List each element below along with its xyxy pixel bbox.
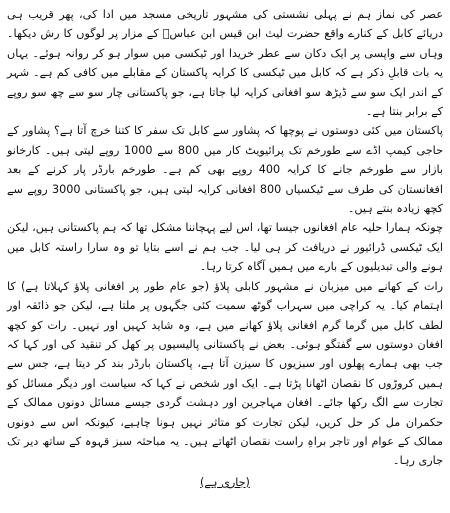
paragraph-dinner-discussion: رات کے کھانے میں میزبان نے مشہور کابلی پلاؤ (جو عام طور پر افغانی پلاؤ کہلاتا ہے) کا اہتمام کیا۔ یہ کراچی میں سہراب گوٹھ سمیت کئی جگہوں پر ملتا ہے، لیکن جو ذائقہ اور لطف کابل میں گرما گرم افغانی پلاؤ کھانے میں ہے، وہ شاید کہیں اور نہیں۔ رات کو کچھ افغان دوستوں سے گفتگو ہوئی۔ بعض نے پاکستانی پالیسیوں پر کھل کر تنقید کی اور کہا کہ جب بھی ہمارے پھلوں اور سبزیوں کا سیزن آتا ہے، پاکستان بارڈر بند کر دیتا ہے، جس سے ہمیں کروڑوں کا نقصان اٹھانا پڑتا ہے۔ ایک اور شخص نے کہا کہ سیاست اور دیگر مسائل کو تجارت سے الگ رکھا جائے۔ افغان مہاجرین اور دہشت گردی جیسے مسائل دونوں ممالک کے حکمران مل کر حل کریں، لیکن تجارت کو متاثر نہیں ہونا چاہیے، کیونکہ اس سے دونوں ممالک کے عوام اور تاجر براہِ راست نقصان اٹھاتے ہیں۔ یہ مباحثہ سبز قہوہ کے ساتھ دیر تک جاری رہا۔ — [7, 279, 443, 468]
paragraph-taxi-driver: چونکہ ہمارا حلیہ عام افغانوں جیسا تھا، اس لیے پہچاننا مشکل تھا کہ ہم پاکستانی ہیں، لیکن ایک ٹیکسی ڈرائیور نے دریافت کر ہی لیا۔ جب ہم نے اسے بتایا تو وہ سارا راستہ کابل میں ہونے والی تبدیلیوں کے بارے میں ہمیں آگاہ کرتا رہا۔ — [7, 221, 443, 274]
continued-label — [7, 473, 443, 492]
continued-text: (جاری ہے) — [200, 475, 250, 489]
paragraph-asr-prayer-kabul: عصر کی نماز ہم نے پہلی نشستی کی مشہور تاریخی مسجد میں ادا کی، پھر قریب ہی دریائے کابل کے کنارے واقع حضرت لیث ابن قیس ابن عباسؓ کے مزار پر لوگوں کا رش دیکھا۔ وہاں سے واپسی پر ایک دکان سے عطر خریدا اور ٹیکسی میں سوار ہو کر روانہ ہوئے۔ یہاں یہ بات قابلِ ذکر ہے کہ کابل میں ٹیکسی کا کرایہ پاکستان کے مقابلے میں کافی کم ہے۔ شہر کے اندر ایک سو سے ڈیڑھ سو افغانی کرایہ لیا جاتا ہے، جو پاکستانی چار سو سے چھ سو روپے کے برابر بنتا ہے۔ — [7, 8, 443, 119]
paragraph-travel-cost: پاکستان میں کئی دوستوں نے پوچھا کہ پشاور سے کابل تک سفر کا کتنا خرچ آتا ہے؟ پشاور کے حاجی کیمپ اڈے سے طورخم تک پرائیویٹ کار میں 800 سے 1000 روپے لیتی ہیں۔ کارخانو بازار سے طورخم جانے کا کرایہ 400 روپے بھی کم ہے۔ طورخم بارڈر پار کرنے کے بعد افغانستان کی طرف سے ٹیکسیاں 800 افغانی کرایہ لیتی ہیں، جو پاکستانی 3000 روپے سے کچھ زیادہ بنتے ہیں۔ — [7, 124, 443, 216]
